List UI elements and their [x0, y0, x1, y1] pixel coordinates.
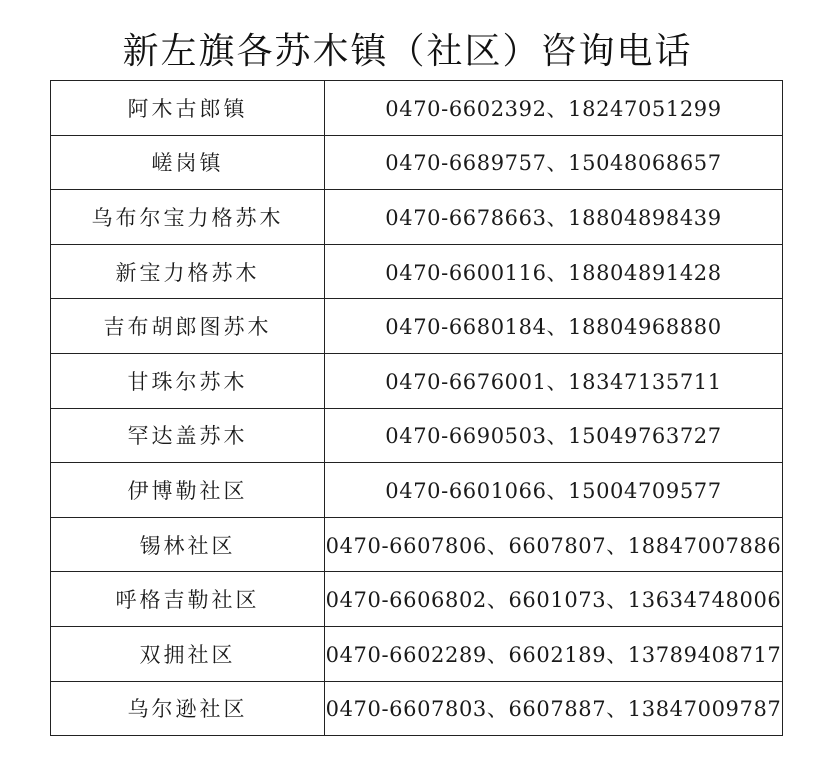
- page-title: 新左旗各苏木镇（社区）咨询电话: [122, 31, 693, 72]
- township-name: 吉布胡郎图苏木: [51, 299, 325, 354]
- community-name: 双拥社区: [51, 626, 325, 681]
- phone-numbers: 0470-6680184、18804968880: [325, 299, 783, 354]
- table-row: [51, 353, 783, 408]
- township-name: 甘珠尔苏木: [51, 353, 325, 408]
- community-name: 锡林社区: [51, 517, 325, 572]
- phone-numbers: 0470-6602289、6602189、13789408717: [325, 626, 783, 681]
- phone-numbers: 0470-6602392、18247051299: [325, 81, 783, 136]
- table-row: [51, 463, 783, 518]
- community-name: 乌尔逊社区: [51, 681, 325, 736]
- phone-numbers: 0470-6607803、6607887、13847009787: [325, 681, 783, 736]
- table-row: [51, 190, 783, 245]
- phone-numbers: 0470-6607806、6607807、18847007886: [325, 517, 783, 572]
- phone-numbers: 0470-6678663、18804898439: [325, 190, 783, 245]
- township-name: 嵯岗镇: [51, 135, 325, 190]
- phone-numbers: 0470-6600116、18804891428: [325, 244, 783, 299]
- community-name: 伊博勒社区: [51, 463, 325, 518]
- community-name: 呼格吉勒社区: [51, 572, 325, 627]
- table-row: [51, 572, 783, 627]
- township-name: 新宝力格苏木: [51, 244, 325, 299]
- table-row: [51, 408, 783, 463]
- phone-numbers: 0470-6601066、15004709577: [325, 463, 783, 518]
- table-row: [51, 626, 783, 681]
- table-row: [51, 244, 783, 299]
- phone-numbers: 0470-6690503、15049763727: [325, 408, 783, 463]
- table-row: [51, 81, 783, 136]
- table-row: [51, 135, 783, 190]
- table-row: [51, 681, 783, 736]
- phone-numbers: 0470-6689757、15048068657: [325, 135, 783, 190]
- table-row: [51, 517, 783, 572]
- township-name: 乌布尔宝力格苏木: [51, 190, 325, 245]
- township-name: 罕达盖苏木: [51, 408, 325, 463]
- contact-table: [50, 80, 783, 736]
- table-row: [51, 299, 783, 354]
- township-name: 阿木古郎镇: [51, 81, 325, 136]
- phone-numbers: 0470-6606802、6601073、13634748006: [325, 572, 783, 627]
- phone-numbers: 0470-6676001、18347135711: [325, 353, 783, 408]
